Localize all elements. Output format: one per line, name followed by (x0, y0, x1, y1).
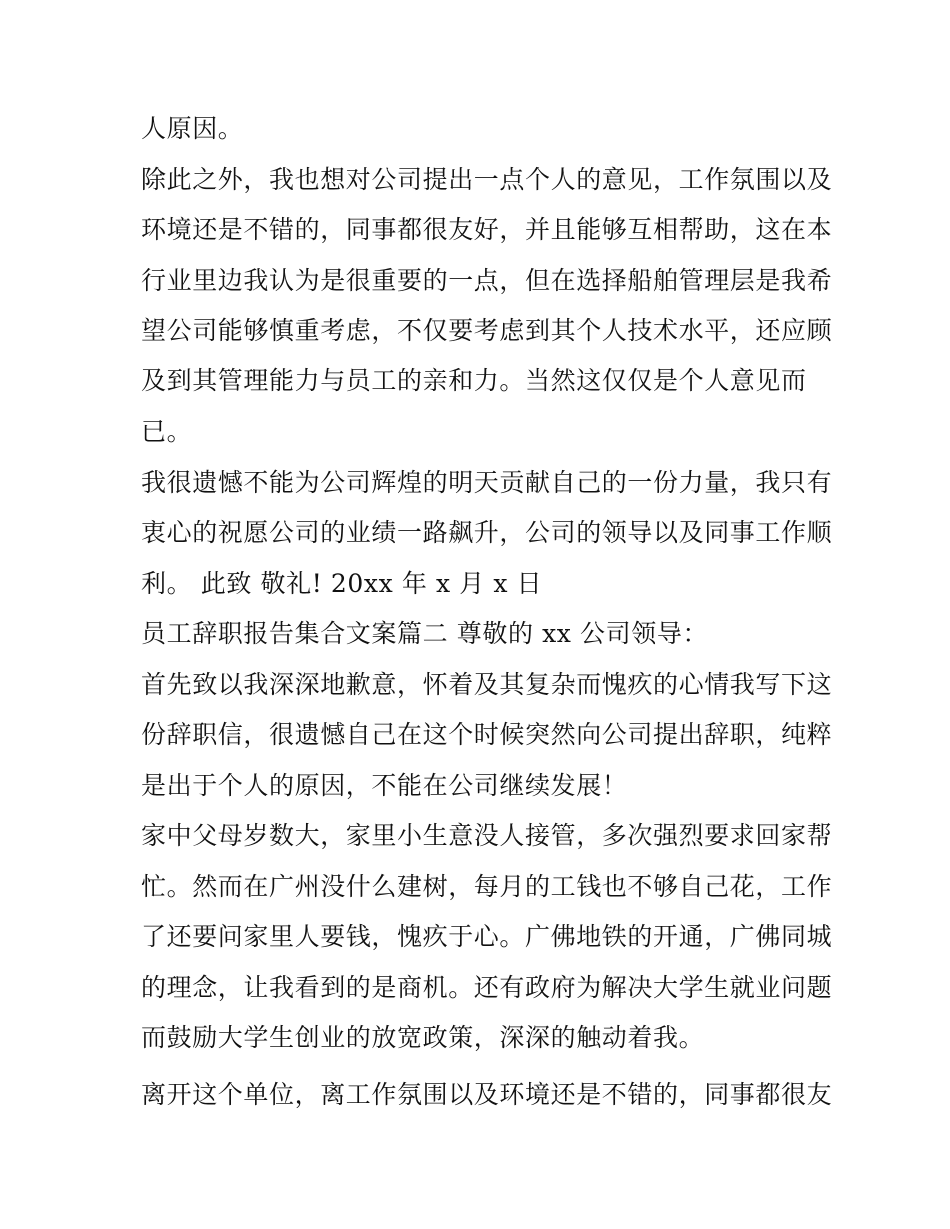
text-line: 衷心的祝愿公司的业绩一路飙升，公司的领导以及同事工作顺 (141, 518, 833, 547)
text-line: 环境还是不错的，同事都很友好，并且能够互相帮助，这在本 (141, 215, 833, 244)
text-line: 份辞职信，很遗憾自己在这个时候突然向公司提出辞职，纯粹 (141, 720, 833, 749)
text-line: 及到其管理能力与员工的亲和力。当然这仅仅是个人意见而 (141, 366, 807, 395)
text-line: 离开这个单位，离工作氛围以及环境还是不错的，同事都很友 (141, 1080, 833, 1109)
text-line: 是出于个人的原因，不能在公司继续发展！ (141, 771, 628, 800)
text-line: 已。 (141, 417, 193, 446)
text-line: 望公司能够慎重考虑，不仅要考虑到其个人技术水平，还应顾 (141, 316, 833, 345)
text-line: 首先致以我深深地歉意，怀着及其复杂而愧疚的心情我写下这 (141, 670, 833, 699)
text-line: 的理念，让我看到的是商机。还有政府为解决大学生就业问题 (141, 973, 833, 1002)
text-line: 除此之外，我也想对公司提出一点个人的意见，工作氛围以及 (141, 165, 833, 194)
text-line: 我很遗憾不能为公司辉煌的明天贡献自己的一份力量，我只有 (141, 468, 833, 497)
section-heading-line: 员工辞职报告集合文案篇二 尊敬的 xx 公司领导： (141, 619, 709, 648)
text-line: 忙。然而在广州没什么建树，每月的工钱也不够自己花，工作 (141, 872, 833, 901)
text-line: 家中父母岁数大，家里小生意没人接管，多次强烈要求回家帮 (141, 821, 833, 850)
text-line: 了还要问家里人要钱，愧疚于心。广佛地铁的开通，广佛同城 (141, 922, 833, 951)
text-line: 而鼓励大学生创业的放宽政策，深深的触动着我。 (141, 1023, 705, 1052)
text-line: 利。 此致 敬礼! 20xx 年 x 月 x 日 (141, 569, 543, 598)
text-line: 人原因。 (141, 114, 244, 143)
text-line: 行业里边我认为是很重要的一点，但在选择船舶管理层是我希 (141, 266, 833, 295)
